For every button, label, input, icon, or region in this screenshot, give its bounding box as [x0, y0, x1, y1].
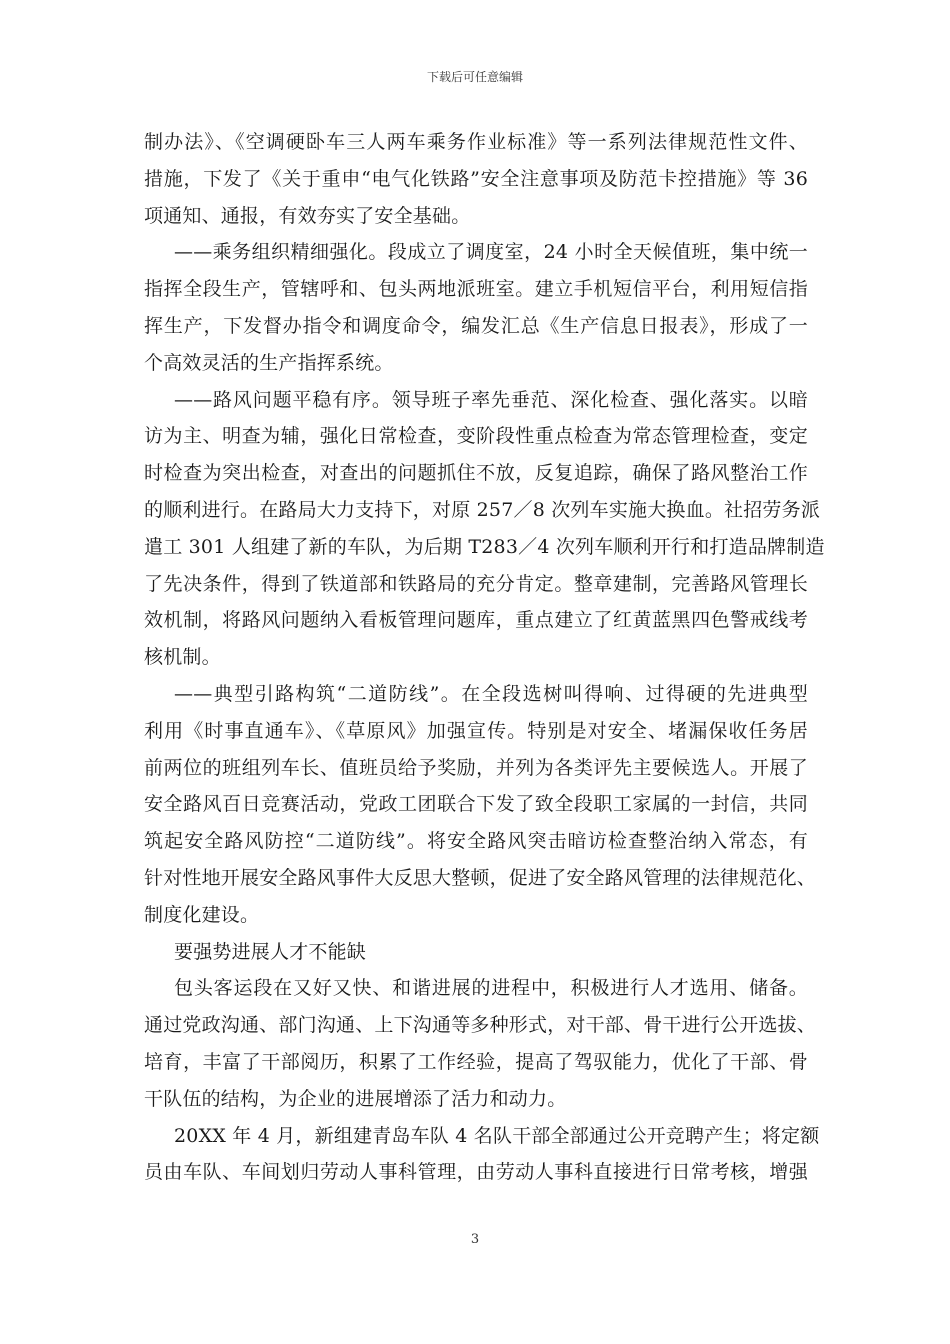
text-line: 包头客运段在又好又快、和谐进展的进程中，积极进行人才选用、储备。: [174, 977, 808, 1000]
text-line: 要强势进展人才不能缺: [174, 940, 367, 963]
text-line: ——路风问题平稳有序。领导班子率先垂范、深化检查、强化落实。以暗: [174, 388, 808, 411]
text-line: 制办法》、《空调硬卧车三人两车乘务作业标准》等一系列法律规范性文件、: [144, 131, 808, 153]
text-line: 核机制。: [144, 646, 221, 669]
text-line: 了先决条件，得到了铁道部和铁路局的充分肯定。整章建制，完善路风管理长: [144, 572, 808, 595]
text-line: 针对性地开展安全路风事件大反思大整顿，促进了安全路风管理的法律规范化、: [144, 866, 817, 889]
text-line: 干队伍的结构，为企业的进展增添了活力和动力。: [144, 1087, 567, 1110]
text-line: 前两位的班组列车长、值班员给予奖励，并列为各类评先主要候选人。开展了: [144, 756, 808, 779]
text-line: 访为主、明查为辅，强化日常检查，变阶段性重点检查为常态管理检查，变定: [144, 425, 808, 448]
document-body: [144, 124, 825, 1191]
page-header: 下载后可任意编辑: [426, 70, 523, 84]
text-line: 筑起安全路风防控“二道防线”。将安全路风突击暗访检查整治纳入常态，有: [144, 830, 808, 853]
text-line: 项通知、通报，有效夯实了安全基础。: [144, 204, 471, 227]
text-line: 通过党政沟通、部门沟通、上下沟通等多种形式，对干部、骨干进行公开选拔、: [144, 1014, 817, 1037]
text-line: 的顺利进行。在路局大力支持下，对原 257／8 次列车实施大换血。社招劳务派: [144, 498, 821, 521]
text-line: ——乘务组织精细强化。段成立了调度室，24 小时全天候值班，集中统一: [174, 241, 808, 264]
text-line: 时检查为突出检查，对查出的问题抓住不放，反复追踪，确保了路风整治工作: [144, 462, 808, 485]
text-line: 制度化建设。: [144, 903, 260, 926]
text-line: 挥生产，下发督办指令和调度命令，编发汇总《生产信息日报表》，形成了一: [144, 314, 808, 337]
page-number: 3: [470, 1232, 480, 1247]
text-line: 20XX 年 4 月，新组建青岛车队 4 名队干部全部通过公开竞聘产生；将定额: [174, 1124, 820, 1147]
text-line: 措施，下发了《关于重申“电气化铁路”安全注意事项及防范卡控措施》等 36: [144, 167, 808, 190]
text-line: 个高效灵活的生产指挥系统。: [144, 351, 394, 374]
text-line: 遣工 301 人组建了新的车队，为后期 T283／4 次列车顺利开行和打造品牌制造: [144, 535, 825, 558]
text-line: 培育，丰富了干部阅历，积累了工作经验，提高了驾驭能力，优化了干部、骨: [144, 1050, 808, 1073]
text-line: 指挥全段生产，管辖呼和、包头两地派班室。建立手机短信平台，利用短信指: [144, 278, 808, 301]
text-line: 效机制，将路风问题纳入看板管理问题库，重点建立了红黄蓝黑四色警戒线考: [144, 609, 808, 632]
text-line: 员由车队、车间划归劳动人事科管理，由劳动人事科直接进行日常考核，增强: [144, 1161, 808, 1184]
text-line: 安全路风百日竞赛活动，党政工团联合下发了致全段职工家属的一封信，共同: [144, 793, 808, 816]
text-line: 利用《时事直通车》、《草原风》加强宣传。特别是对安全、堵漏保收任务居: [144, 719, 808, 742]
text-line: ——典型引路构筑“二道防线”。在全段选树叫得响、过得硬的先进典型: [174, 682, 808, 705]
